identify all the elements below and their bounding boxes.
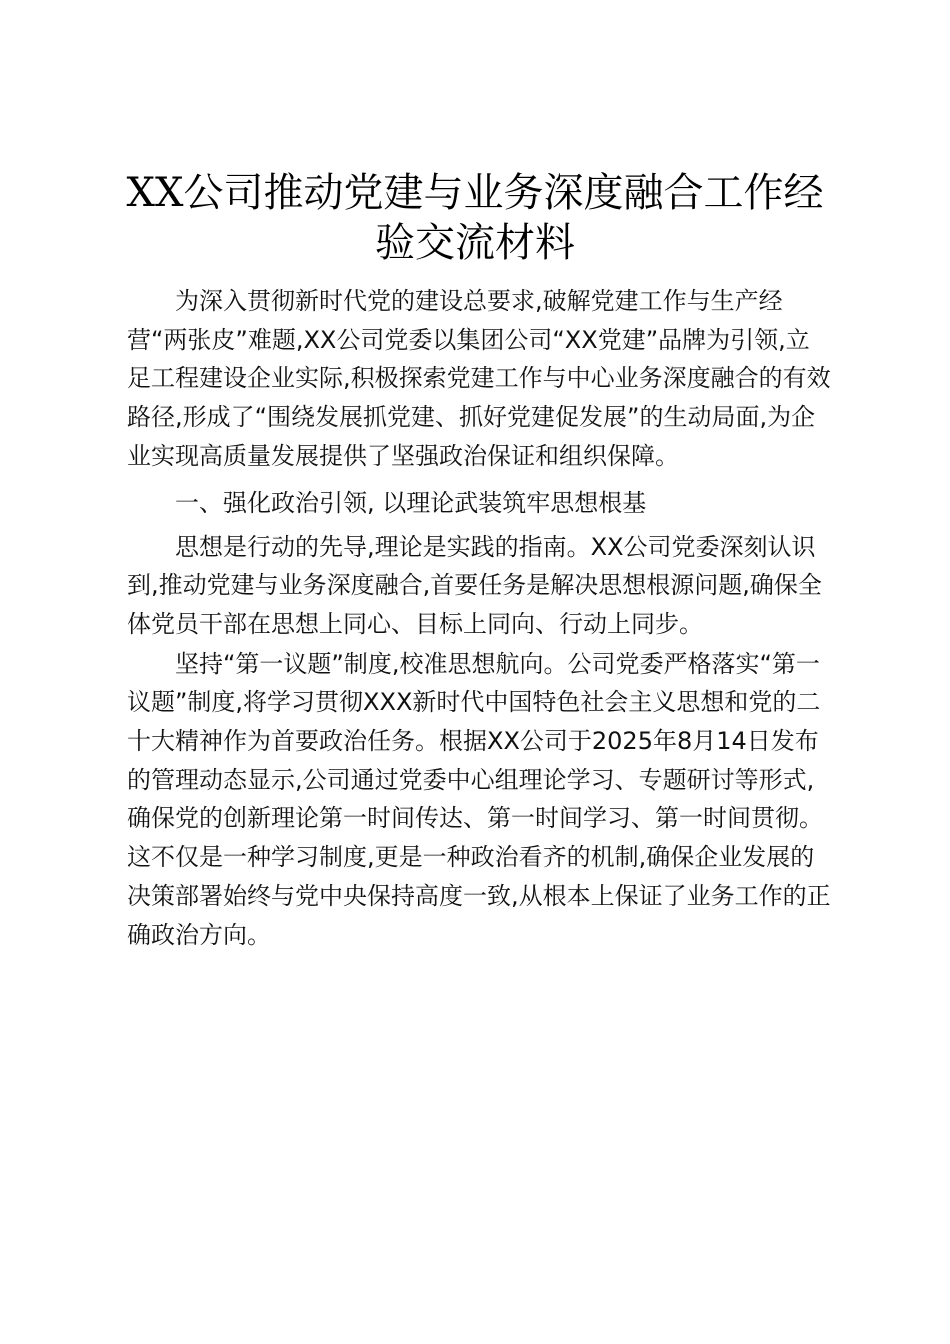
section1-paragraph-1: 思想是行动的先导,理论是实践的指南。XX公司党委深刻认识到,推动党建与业务深度融合,首要任务是解决思想根源问题,确保全体党员干部在思想上同心、目标上同向、行动上同步。 bbox=[127, 532, 822, 638]
document-title: XX公司推动党建与业务深度融合工作经验交流材料 bbox=[126, 170, 824, 266]
intro-paragraph: 为深入贯彻新时代党的建设总要求,破解党建工作与生产经营“两张皮”难题,XX公司党委以集团公司“XX党建”品牌为引领,立足工程建设企业实际,积极探索党建工作与中心业务深度融合的有效路径,形成了“围绕发展抓党建、抓好党建促发展”的生动局面,为企业实现高质量发展提供了坚强政治保证和组织保障。 bbox=[127, 287, 831, 470]
section-heading-1: 一、强化政治引领, 以理论武装筑牢思想根基 bbox=[175, 488, 647, 517]
document-body bbox=[127, 282, 833, 954]
section1-paragraph-2: 坚持“第一议题”制度,校准思想航向。公司党委严格落实“第一议题”制度,将学习贯彻XXX新时代中国特色社会主义思想和党的二十大精神作为首要政治任务。根据XX公司于2025年8月14日发布的管理动态显示,公司通过党委中心组理论学习、专题研讨等形式,确保党的创新理论第一时间传达、第一时间学习、第一时间贯彻。这不仅是一种学习制度,更是一种政治看齐的机制,确保企业发展的决策部署始终与党中央保持高度一致,从根本上保证了业务工作的正确政治方向。 bbox=[127, 649, 831, 949]
